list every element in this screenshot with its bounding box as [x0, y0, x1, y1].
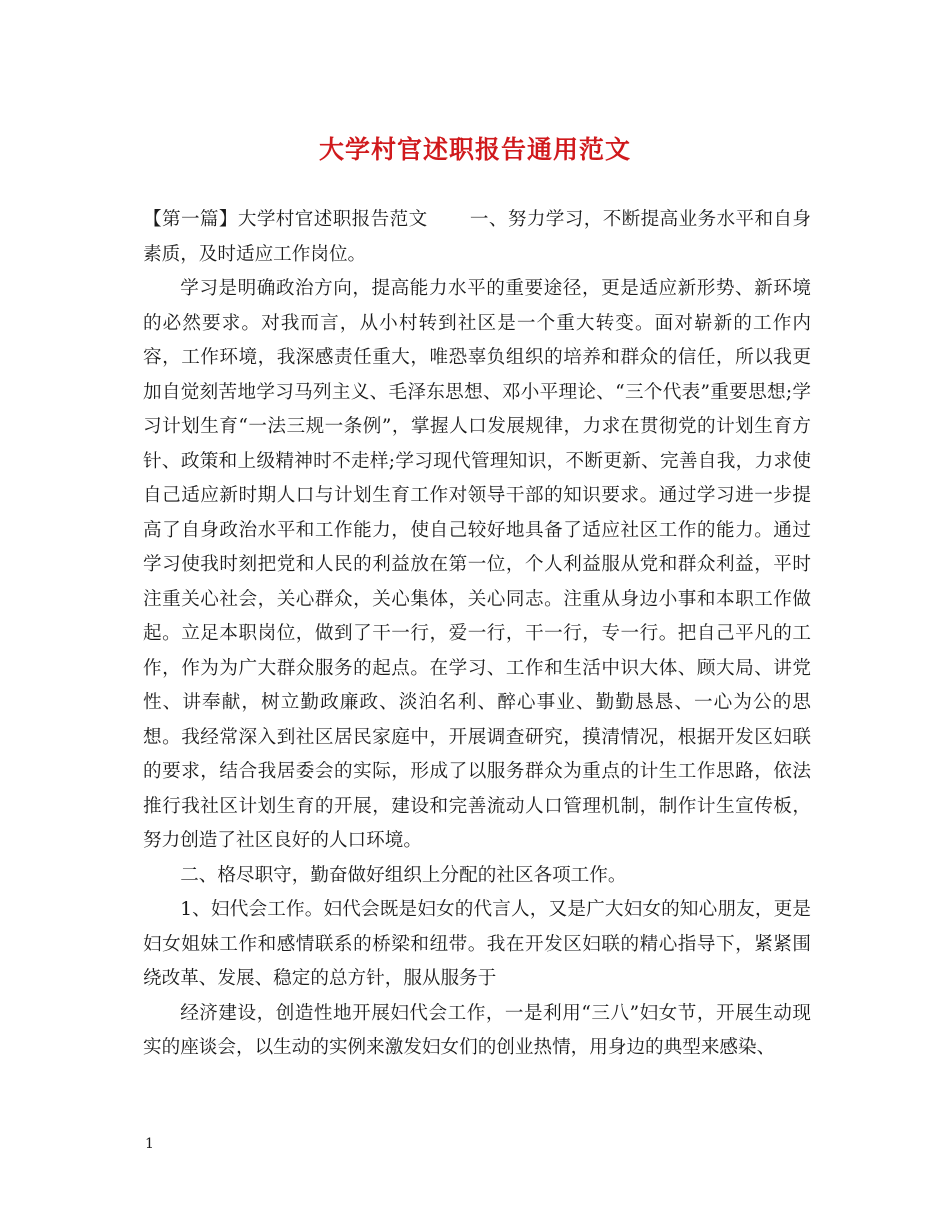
body-paragraph-3: 1、妇代会工作。妇代会既是妇女的代言人，又是广大妇女的知心朋友，更是妇女姐妹工作和感情联系的桥梁和纽带。我在开发区妇联的精心指导下，紧紧围绕改革、发展、稳定的总方针，服从服务于 — [143, 899, 811, 989]
document-title: 大学村官述职报告通用范文 — [318, 135, 631, 164]
page-number: 1 — [145, 1136, 154, 1152]
body-paragraph-1: 学习是明确政治方向，提高能力水平的重要途径，更是适应新形势、新环境的必然要求。对我而言，从小村转到社区是一个重大转变。面对崭新的工作内容，工作环境，我深感责任重大，唯恐辜负组织的培养和群众的信任，所以我更加自觉刻苦地学习马列主义、毛泽东思想、邓小平理论、“三个代表”重要思想;学习计划生育“一法三规一条例”，掌握人口发展规律，力求在贯彻党的计划生育方针、政策和上级精神时不走样;学习现代管理知识，不断更新、完善自我，力求使自己适应新时期人口与计划生育工作对领导干部的知识要求。通过学习进一步提高了自身政治水平和工作能力，使自己较好地具备了适应社区工作的能力。通过学习使我时刻把党和人民的利益放在第一位，个人利益服从党和群众利益，平时注重关心社会，关心群众，关心集体，关心同志。注重从身边小事和本职工作做起。立足本职岗位，做到了干一行，爱一行，干一行，专一行。把自己平凡的工作，作为为广大群众服务的起点。在学习、工作和生活中识大体、顾大局、讲党性、讲奉献，树立勤政廉政、淡泊名利、醉心事业、勤勤恳恳、一心为公的思想。我经常深入到社区居民家庭中，开展调查研究，摸清情况，根据开发区妇联的要求，结合我居委会的实际，形成了以服务群众为重点的计生工作思路，依法推行我社区计划生育的开展，建设和完善流动人口管理机制，制作计生宣传板，努力创造了社区良好的人口环境。 — [143, 278, 811, 851]
section-heading: 【第一篇】大学村官述职报告范文 — [143, 209, 428, 230]
body-paragraph-2: 二、格尽职守，勤奋做好组织上分配的社区各项工作。 — [180, 864, 627, 886]
intro-text: 一、努力学习，不断提高业务水平和自身素质，及时适应工作岗位。 — [143, 209, 811, 265]
body-paragraph-4: 经济建设，创造性地开展妇代会工作，一是利用“三八”妇女节，开展生动现实的座谈会，以生动的实例来激发妇女们的创业热情，用身边的典型来感染、 — [143, 1002, 811, 1058]
intro-paragraph — [143, 203, 811, 272]
document-body — [143, 203, 811, 1066]
